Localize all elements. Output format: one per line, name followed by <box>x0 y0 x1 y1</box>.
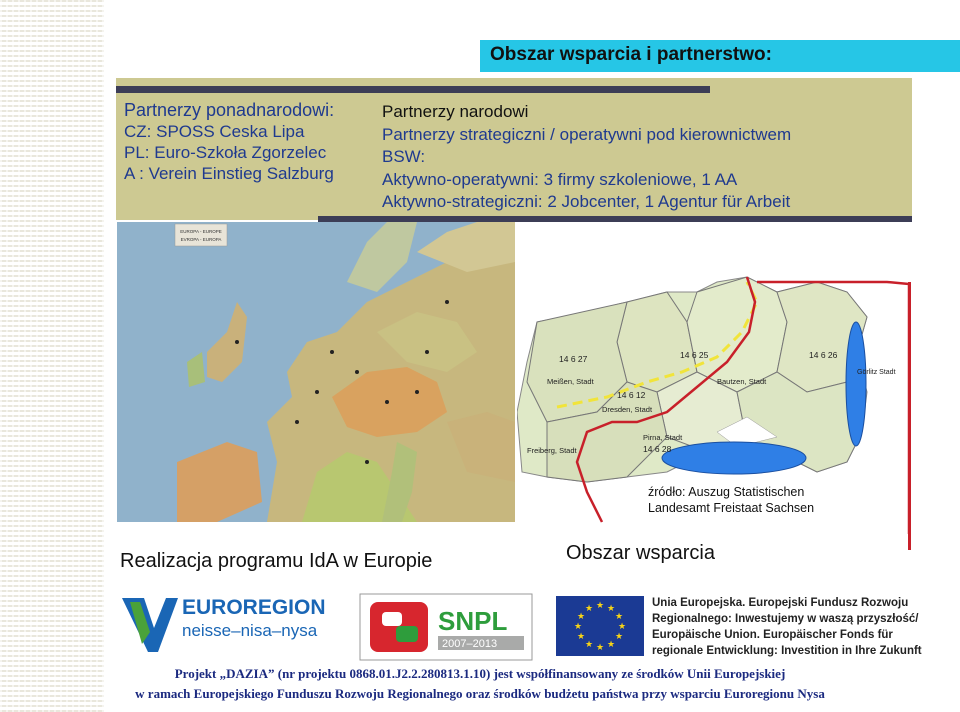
decorative-stripes-overlay <box>0 0 104 712</box>
international-partners-heading: Partnerzy ponadnarodowi: <box>124 100 335 120</box>
svg-text:★: ★ <box>595 601 605 611</box>
region-code-label: 14 6 25 <box>680 350 709 360</box>
city-label: Pirna, Stadt <box>643 433 683 442</box>
national-partner-line: Aktywno-operatywni: 3 firmy szkoleniowe, 1 AA <box>382 169 738 189</box>
national-partners-heading: Partnerzy narodowi <box>382 102 529 121</box>
region-code-label: 14 6 28 <box>643 444 672 454</box>
region-code-label: 14 6 27 <box>559 354 588 364</box>
eu-flag <box>556 596 644 656</box>
region-code-label: 14 6 12 <box>617 390 646 400</box>
eu-text-line: Europäische Union. Europäischer Fonds für <box>652 629 893 641</box>
city-label: Görlitz Stadt <box>857 369 896 376</box>
city-label: Bautzen, Stadt <box>717 377 767 386</box>
svg-text:★: ★ <box>614 632 624 642</box>
sponsor-logos <box>120 592 940 662</box>
svg-text:★: ★ <box>606 640 616 650</box>
project-footer <box>0 664 960 704</box>
euroregion-title: EUROREGION <box>182 596 326 619</box>
national-partner-line: Partnerzy strategiczni / operatywni pod kierownictwem <box>382 124 792 144</box>
city-label: Freiberg, Stadt <box>527 446 577 455</box>
source-line: źródło: Auszug Statistischen <box>648 485 805 499</box>
euroregion-logo <box>122 596 326 652</box>
poster-text-2: EVROPA - EUROPA <box>180 237 222 242</box>
svg-text:★: ★ <box>595 643 605 653</box>
partner-item: A : Verein Einstieg Salzburg <box>124 164 334 183</box>
europe-map-photo <box>117 222 515 522</box>
eu-text-line: Unia Europejska. Europejski Fundusz Rozwoju <box>652 597 909 609</box>
eu-text-line: Regionalnego: Inwestujemy w waszą przyszłość/ <box>652 613 919 625</box>
partner-item: PL: Euro-Szkoła Zgorzelec <box>124 143 327 162</box>
national-partners <box>382 101 910 219</box>
logos-row <box>120 592 940 662</box>
svg-text:★: ★ <box>576 632 586 642</box>
national-partner-line: Aktywno-strategiczni: 2 Jobcenter, 1 Agentur für Arbeit <box>382 192 791 211</box>
footer-line: Projekt „DAZIA” (nr projektu 0868.01.J2.2.280813.1.10) jest współfinansowany ze środków Unii Europejskiej <box>174 666 786 681</box>
europe-map-illustration <box>117 222 515 522</box>
national-partner-line: BSW: <box>382 147 426 166</box>
slide-title: Obszar wsparcia i partnerstwo: <box>490 44 772 65</box>
snpl-name: SNPL <box>438 606 508 636</box>
region-code-label: 14 6 26 <box>809 350 838 360</box>
svg-text:★: ★ <box>617 622 627 632</box>
svg-text:★: ★ <box>584 604 594 614</box>
svg-text:★: ★ <box>573 622 583 632</box>
euroregion-subtitle: neisse–nisa–nysa <box>182 621 318 640</box>
city-label: Meißen, Stadt <box>547 377 594 386</box>
svg-text:★: ★ <box>584 640 594 650</box>
svg-text:★: ★ <box>576 612 586 622</box>
caption-europe: Realizacja programu IdA w Europie <box>120 550 433 572</box>
area-boundary-line <box>908 282 911 550</box>
international-partners <box>124 100 334 184</box>
eu-fund-text <box>652 597 922 657</box>
snpl-logo <box>360 594 532 660</box>
city-label: Dresden, Stadt <box>602 405 653 414</box>
panel-top-rule <box>116 86 710 93</box>
poster-text-1: EUROPA - EUROPE <box>180 229 222 234</box>
caption-support-area: Obszar wsparcia <box>566 542 715 564</box>
svg-text:★: ★ <box>614 612 624 622</box>
map-source-note <box>648 484 814 516</box>
eu-text-line: regionale Entwicklung: Investition in Ihre Zukunft <box>652 645 922 657</box>
svg-text:★: ★ <box>606 604 616 614</box>
footer-line: w ramach Europejskiego Funduszu Rozwoju Regionalnego oraz środków budżetu państwa przy wsparciu Euroregionu Nysa <box>135 686 825 701</box>
snpl-years: 2007–2013 <box>442 638 498 650</box>
partner-item: CZ: SPOSS Ceska Lipa <box>124 122 305 141</box>
source-line: Landesamt Freistaat Sachsen <box>648 501 815 515</box>
